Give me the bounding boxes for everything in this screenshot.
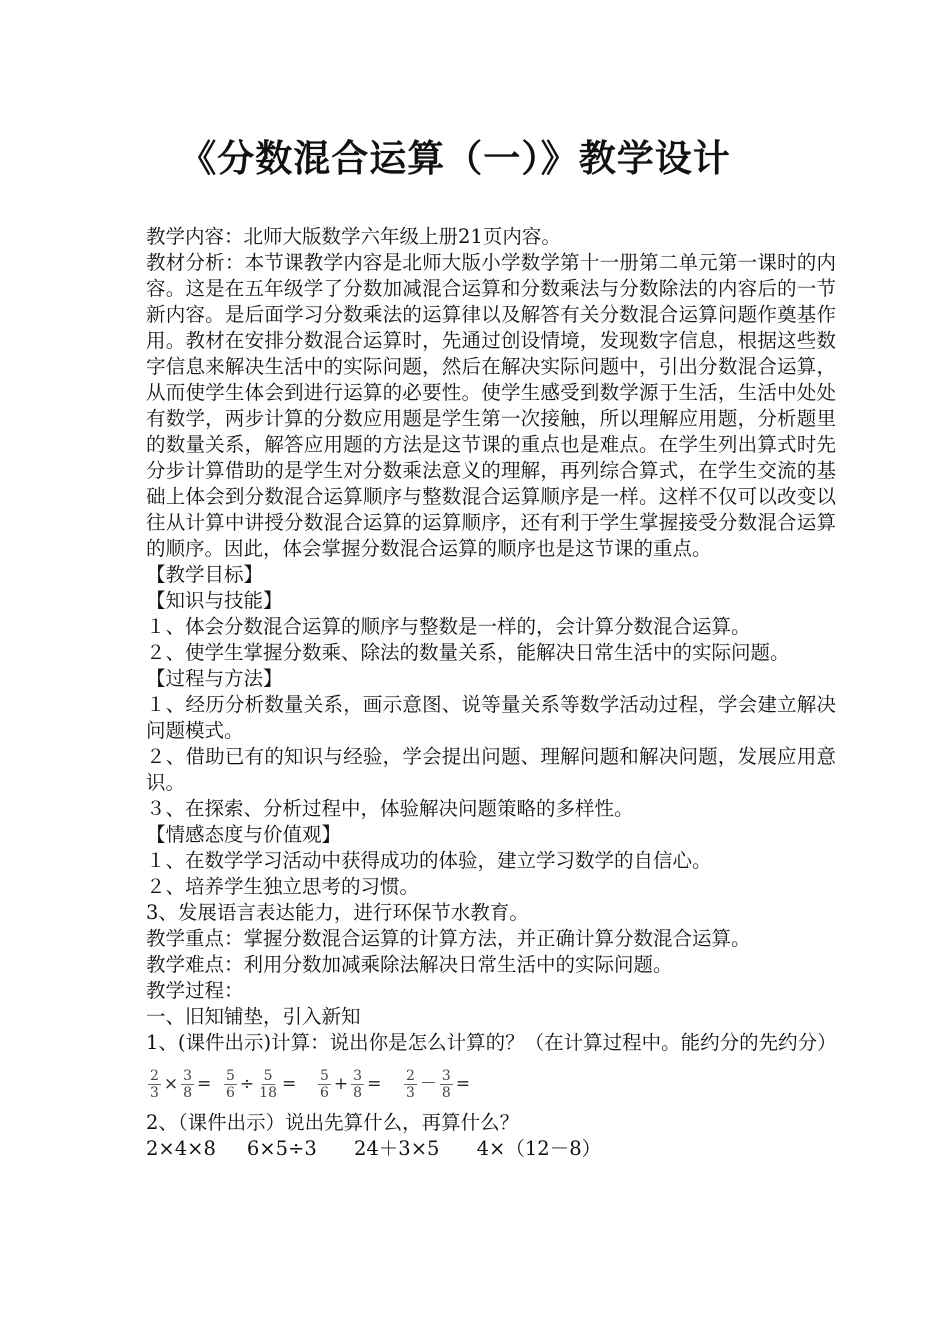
exercise-prompt: 1、(课件出示)计算：说出你是怎么计算的？（在计算过程中。能约分的先约分） bbox=[146, 1031, 837, 1054]
equals: = bbox=[367, 1074, 382, 1094]
exercise-prompt: 2、（课件出示）说出先算什么，再算什么？ bbox=[146, 1111, 520, 1134]
integer-expressions: 2×4×8 6×5÷3 24＋3×5 4×（12－8） bbox=[146, 1137, 602, 1160]
goal-item: １、体会分数混合运算的顺序与整数是一样的，会计算分数混合运算。 bbox=[146, 615, 751, 638]
fraction-expression bbox=[146, 1058, 212, 1110]
document-body bbox=[146, 224, 836, 1162]
fraction: $\frac{5}{18}$ bbox=[259, 1067, 277, 1101]
operator: － bbox=[419, 1074, 437, 1094]
fraction: $\frac{3}{8}$ bbox=[183, 1067, 193, 1101]
teaching-process-heading: 教学过程： bbox=[146, 979, 244, 1002]
equals: = bbox=[455, 1074, 471, 1094]
equals: = bbox=[282, 1074, 297, 1094]
fraction-expression bbox=[402, 1058, 471, 1110]
teaching-difficulty: 教学难点：利用分数加减乘除法解决日常生活中的实际问题。 bbox=[146, 953, 673, 976]
teaching-focus: 教学重点：掌握分数混合运算的计算方法，并正确计算分数混合运算。 bbox=[146, 927, 751, 950]
fraction-exercises bbox=[146, 1058, 836, 1110]
heading-knowledge-skills: 【知识与技能】 bbox=[146, 589, 283, 612]
fraction: $\frac{3}{8}$ bbox=[441, 1067, 451, 1101]
goal-item: ３、在探索、分析过程中，体验解决问题策略的多样性。 bbox=[146, 797, 634, 820]
fraction: $\frac{2}{3}$ bbox=[406, 1067, 415, 1101]
equals: = bbox=[197, 1074, 212, 1094]
heading-process-method: 【过程与方法】 bbox=[146, 667, 283, 690]
operator: × bbox=[163, 1074, 179, 1094]
operator: ÷ bbox=[239, 1074, 255, 1094]
document-title: 《分数混合运算（一）》教学设计 bbox=[179, 137, 731, 180]
fraction: $\frac{2}{3}$ bbox=[150, 1067, 159, 1101]
section-heading: 一、旧知铺垫，引入新知 bbox=[146, 1005, 361, 1028]
para-teaching-content: 教学内容：北师大版数学六年级上册21页内容。 bbox=[146, 225, 561, 248]
fraction: $\frac{5}{6}$ bbox=[320, 1067, 329, 1101]
goal-item: ２、使学生掌握分数乘、除法的数量关系，能解决日常生活中的实际问题。 bbox=[146, 641, 790, 664]
fraction: $\frac{3}{8}$ bbox=[353, 1067, 363, 1101]
operator: + bbox=[333, 1074, 349, 1094]
goal-item: 3、发展语言表达能力，进行环保节水教育。 bbox=[146, 901, 529, 924]
fraction-expression bbox=[316, 1058, 382, 1110]
heading-attitude-values: 【情感态度与价值观】 bbox=[146, 823, 342, 846]
heading-teaching-goals: 【教学目标】 bbox=[146, 563, 264, 586]
goal-item: ２、借助已有的知识与经验，学会提出问题、理解问题和解决问题，发展应用意识。 bbox=[146, 745, 836, 794]
goal-item: １、经历分析数量关系，画示意图、说等量关系等数学活动过程，学会建立解决问题模式。 bbox=[146, 693, 836, 742]
para-material-analysis: 教材分析：本节课教学内容是北师大版小学数学第十一册第二单元第一课时的内容。这是在五年级学了分数加减混合运算和分数乘法与分数除法的内容后的一节新内容。是后面学习分数乘法的运算律以及解答有关分数混合运算问题作奠基作用。教材在安排分数混合运算时，先通过创设情境，发现数字信息，根据这些数字信息来解决生活中的实际问题，然后在解决实际问题中，引出分数混合运算，从而使学生体会到进行运算的必要性。使学生感受到数学源于生活，生活中处处有数学，两步计算的分数应用题是学生第一次接触，所以理解应用题，分析题里的数量关系，解答应用题的方法是这节课的重点也是难点。在学生列出算式时先分步计算借助的是学生对分数乘法意义的理解，再列综合算式，在学生交流的基础上体会到分数混合运算顺序与整数混合运算顺序是一样。这样不仅可以改变以往从计算中讲授分数混合运算的运算顺序，还有利于学生掌握接受分数混合运算的顺序。因此，体会掌握分数混合运算的顺序也是这节课的重点。 bbox=[146, 251, 836, 560]
goal-item: １、在数学学习活动中获得成功的体验，建立学习数学的自信心。 bbox=[146, 849, 712, 872]
fraction-expression bbox=[222, 1058, 297, 1110]
fraction: $\frac{5}{6}$ bbox=[226, 1067, 235, 1101]
goal-item: ２、培养学生独立思考的习惯。 bbox=[146, 875, 420, 898]
